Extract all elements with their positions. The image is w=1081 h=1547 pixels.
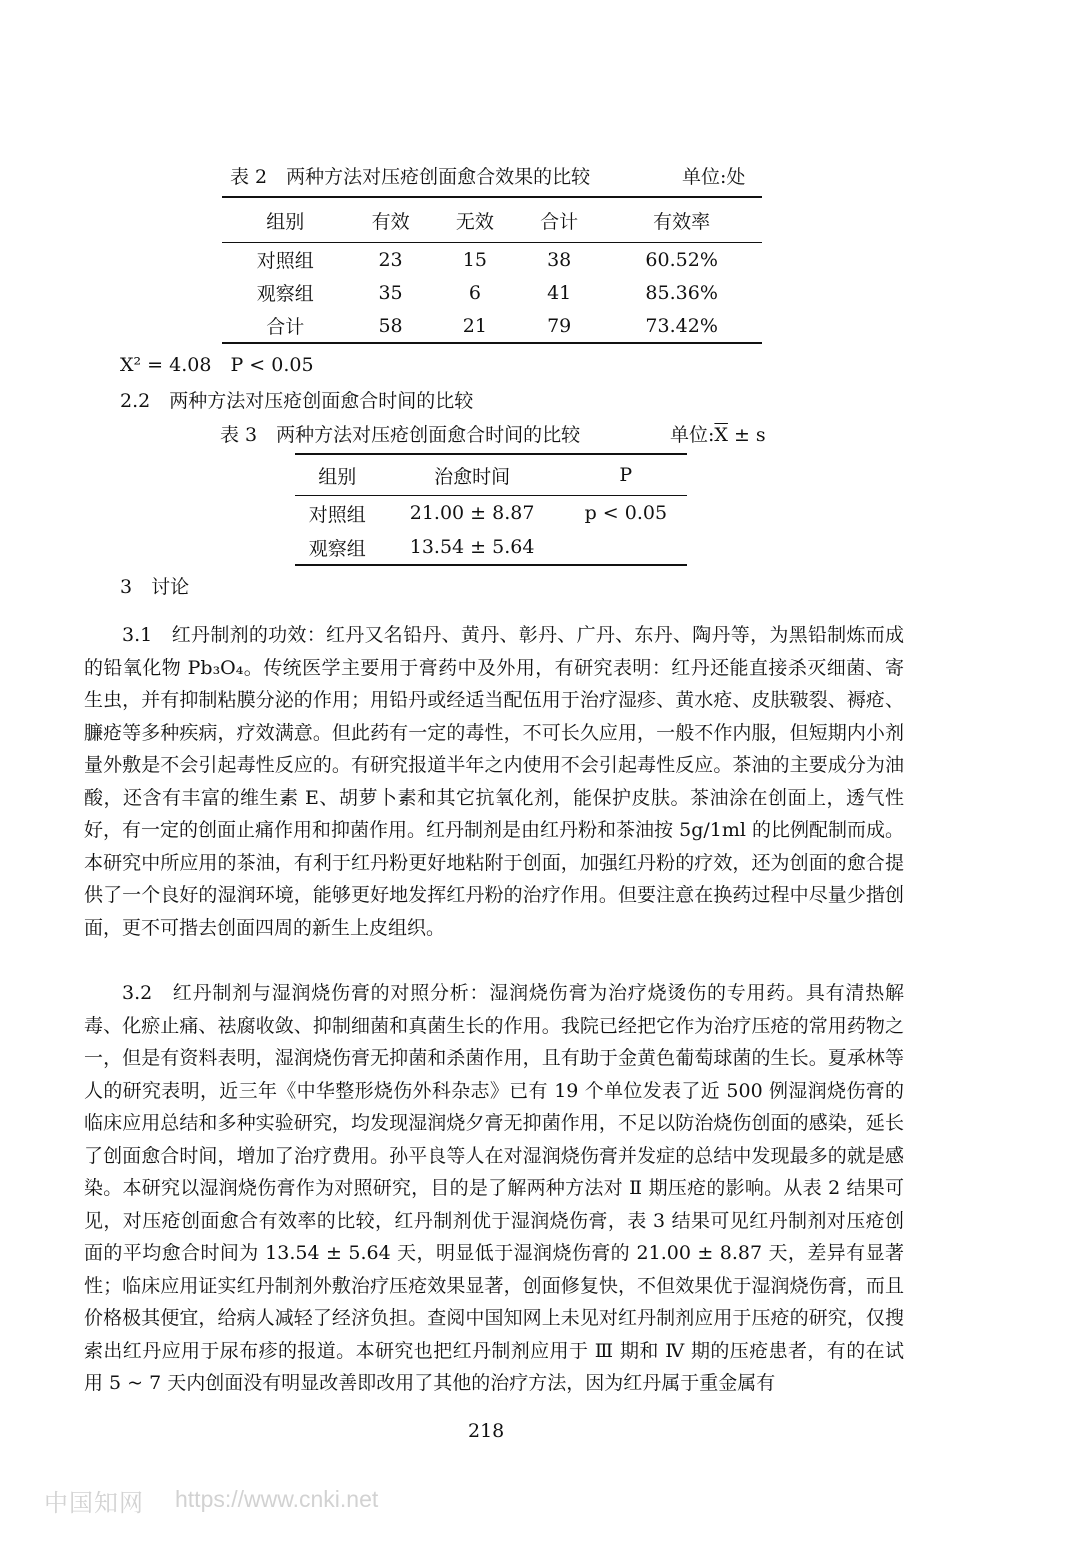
page-number: 218 [468, 1420, 505, 1442]
table2-header-effective: 有效 [371, 210, 410, 233]
table2-header-total: 合计 [540, 210, 579, 233]
table3-header-p: P [619, 464, 633, 486]
table2-cell: 85.36% [645, 281, 718, 304]
table2-unit: 单位:处 [682, 166, 746, 188]
section-heading-3: 3 讨论 [120, 576, 190, 598]
table2-cell: 对照组 [256, 250, 314, 272]
table3-cell: 13.54 ± 5.64 [409, 536, 535, 558]
table3-cell: 21.00 ± 8.87 [409, 502, 535, 524]
table-row [295, 530, 687, 565]
paragraph-3-1: 3.1 红丹制剂的功效：红丹又名铅丹、黄丹、彰丹、广丹、东丹、陶丹等，为黑铅制炼而成的铅氧化物 Pb₃O₄。传统医学主要用于膏药中及外用，有研究表明：红丹还能直接杀灭细菌、寄生虫，并有抑制粘膜分泌的作用；用铅丹或经适当配伍用于治疗湿疹、黄水疮、皮肤皲裂、褥疮、臁疮等多种疾病，疗效满意。但此药有一定的毒性，不可长久应用，一般不作内服，但短期内小剂量外敷是不会引起毒性反应的。有研究报道半年之内使用不会引起毒性反应。茶油的主要成分为油酸，还含有丰富的维生素 E、胡萝卜素和其它抗氧化剂，能保护皮肤。茶油涂在创面上，透气性好，有一定的创面止痛作用和抑菌作用。红丹制剂是由红丹粉和茶油按 5g/1ml 的比例配制而成。本研究中所应用的茶油，有利于红丹粉更好地粘附于创面，加强红丹粉的疗效，还为创面的愈合提供了一个良好的湿润环境，能够更好地发挥红丹粉的治疗作用。但要注意在换药过程中尽量少揩创面，更不可揩去创面四周的新生上皮组织。 [84, 624, 904, 939]
table2-cell: 合计 [266, 316, 305, 338]
table3-header-group: 组别 [318, 465, 357, 488]
table-row [222, 276, 762, 309]
table2-header-rate: 有效率 [653, 210, 711, 233]
table3-unit-suffix: ± s [727, 424, 766, 446]
table-row [222, 309, 762, 343]
table-row [295, 496, 687, 531]
table2-cell: 15 [462, 248, 487, 271]
cnki-logo: 中国知网 [44, 1489, 144, 1517]
table2-header-group: 组别 [266, 210, 305, 233]
table3-title: 表 3 两种方法对压疮创面愈合时间的比较 [220, 424, 581, 446]
table3-header-healing-time: 治愈时间 [434, 465, 511, 488]
table3-unit-mean-symbol: $\overline{X}$ [714, 424, 728, 446]
table3-cell: p < 0.05 [584, 502, 668, 524]
table2-cell: 79 [547, 314, 572, 337]
table2-cell: 73.42% [645, 314, 718, 337]
section-heading-2-2: 2.2 两种方法对压疮创面愈合时间的比较 [120, 390, 474, 412]
table-row [222, 243, 762, 277]
table3-unit-prefix: 单位: [670, 424, 715, 446]
table2-cell: 58 [378, 314, 403, 337]
table3-unit [670, 420, 766, 447]
table3-cell [565, 530, 687, 565]
cnki-url: https://www.cnki.net [175, 1486, 379, 1512]
table2-caption [230, 162, 760, 189]
table2-cell: 6 [468, 281, 481, 304]
table3-caption [220, 420, 780, 447]
table2-header-ineffective: 无效 [455, 210, 494, 233]
table3-cell: 对照组 [308, 503, 366, 526]
table3 [295, 453, 687, 566]
paragraph-3-2: 3.2 红丹制剂与湿润烧伤膏的对照分析：湿润烧伤膏为治疗烧烫伤的专用药。具有清热解毒、化瘀止痛、祛腐收敛、抑制细菌和真菌生长的作用。我院已经把它作为治疗压疮的常用药物之一，但是有资料表明，湿润烧伤膏无抑菌和杀菌作用，且有助于金黄色葡萄球菌的生长。夏承林等人的研究表明，近三年《中华整形烧伤外科杂志》已有 19 个单位发表了近 500 例湿润烧伤膏的临床应用总结和多种实验研究，均发现湿润烧夕膏无抑菌作用，不足以防治烧伤创面的感染，延长了创面愈合时间，增加了治疗费用。孙平良等人在对湿润烧伤膏并发症的总结中发现最多的就是感染。本研究以湿润烧伤膏作为对照研究，目的是了解两种方法对 Ⅱ 期压疮的影响。从表 2 结果可见，对压疮创面愈合有效率的比较，红丹制剂优于湿润烧伤膏，表 3 结果可见红丹制剂对压疮创面的平均愈合时间为 13.54 ± 5.64 天，明显低于湿润烧伤膏的 21.00 ± 8.87 天，差异有显著性；临床应用证实红丹制剂外敷治疗压疮效果显著，创面修复快，不但效果优于湿润烧伤膏，而且价格极其便宜，给病人减轻了经济负担。查阅中国知网上未见对红丹制剂应用于压疮的研究，仅搜索出红丹应用于尿布疹的报道。本研究也把红丹制剂应用于 Ⅲ 期和 Ⅳ 期的压疮患者，有的在试用 5 ~ 7 天内创面没有明显改善即改用了其他的治疗方法，因为红丹属于重金属有 [84, 982, 904, 1394]
table2-cell: 60.52% [645, 248, 718, 271]
chi-square-result: X² = 4.08 P < 0.05 [120, 354, 314, 376]
table2-cell: 35 [378, 281, 403, 304]
table3-header-row [295, 454, 687, 496]
table2-cell: 23 [378, 248, 403, 271]
table2-cell: 21 [462, 314, 487, 337]
table2-title: 表 2 两种方法对压疮创面愈合效果的比较 [230, 166, 591, 188]
table2-cell: 38 [547, 248, 572, 271]
table2-cell: 观察组 [256, 283, 314, 305]
table2-cell: 41 [547, 281, 572, 304]
table2-header-row [222, 197, 762, 243]
table2 [222, 196, 762, 344]
table3-cell: 观察组 [308, 537, 366, 560]
